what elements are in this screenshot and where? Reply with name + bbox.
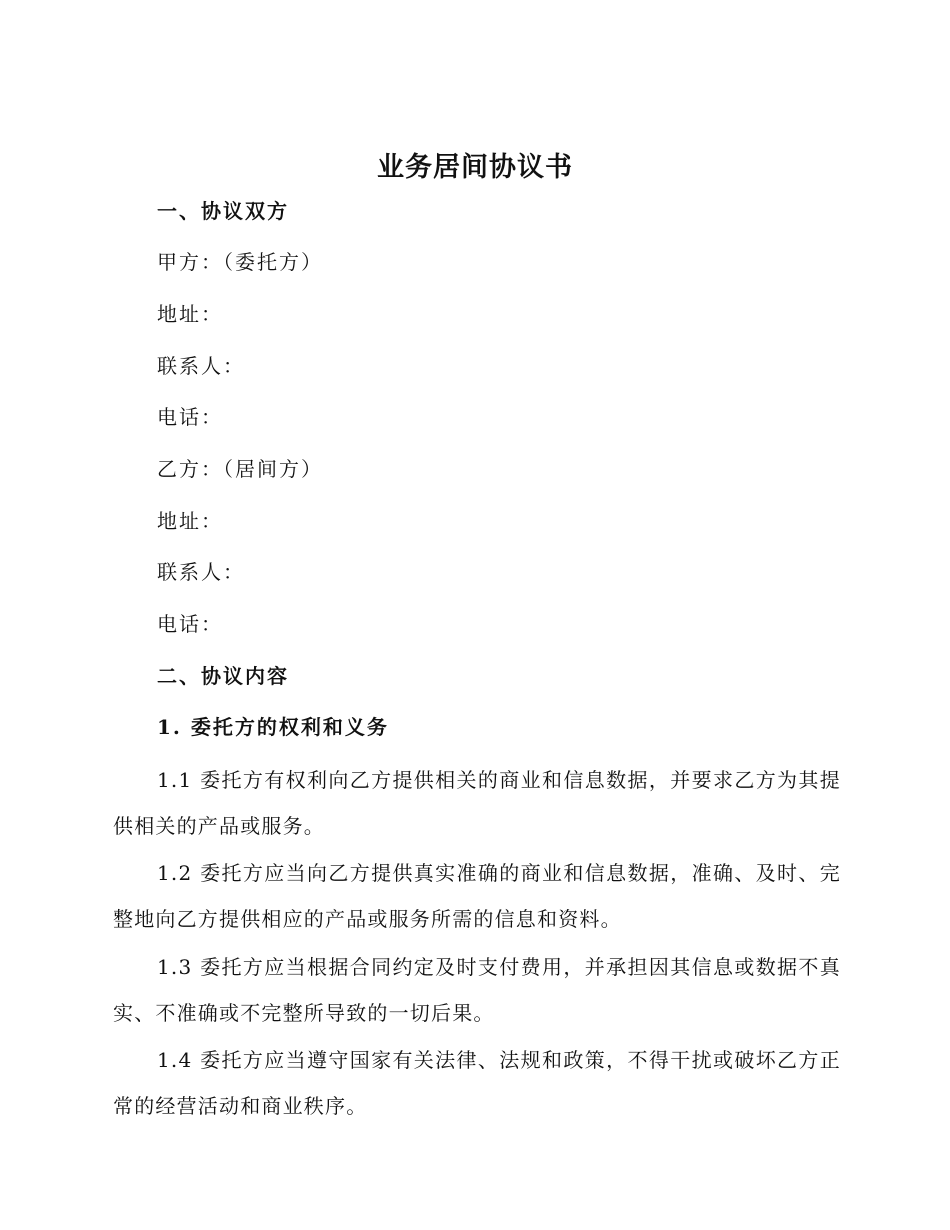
party-a-label: 甲方：（委托方） [157, 250, 323, 274]
party-b-contact: 联系人： [157, 560, 245, 584]
party-b-address: 地址： [157, 509, 223, 533]
party-a-phone: 电话： [157, 405, 223, 429]
subsection-heading-client-rights: 1. 委托方的权利和义务 [157, 715, 389, 739]
clause-1-1: 1.1 委托方有权利向乙方提供相关的商业和信息数据，并要求乙方为其提供相关的产品或服务。 [113, 768, 841, 838]
clause-1-2: 1.2 委托方应当向乙方提供真实准确的商业和信息数据，准确、及时、完整地向乙方提供相应的产品或服务所需的信息和资料。 [113, 861, 841, 931]
party-b-label: 乙方：（居间方） [157, 457, 323, 481]
clause-1-3: 1.3 委托方应当根据合同约定及时支付费用，并承担因其信息或数据不真实、不准确或不完整所导致的一切后果。 [113, 955, 841, 1025]
section-heading-content: 二、协议内容 [157, 664, 289, 688]
document-title: 业务居间协议书 [377, 152, 573, 183]
section-heading-parties: 一、协议双方 [157, 199, 289, 223]
party-a-contact: 联系人： [157, 354, 245, 378]
party-a-address: 地址： [157, 302, 223, 326]
clause-1-4: 1.4 委托方应当遵守国家有关法律、法规和政策，不得干扰或破坏乙方正常的经营活动和商业秩序。 [113, 1048, 841, 1118]
party-b-phone: 电话： [157, 612, 223, 636]
